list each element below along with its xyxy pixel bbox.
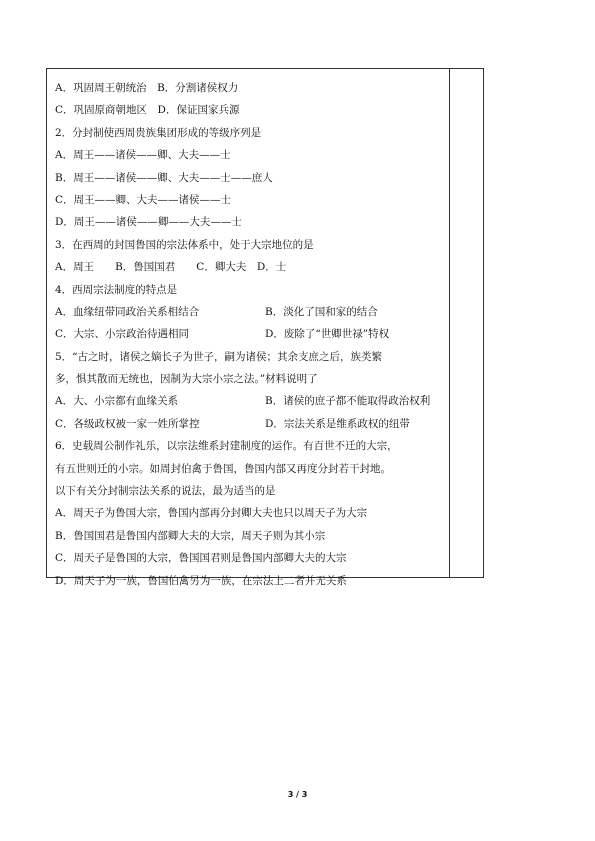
q5-options-row1 <box>55 390 443 412</box>
q6-option-a: A．周天子为鲁国大宗，鲁国内部再分封卿大夫也只以周天子为大宗 <box>55 507 368 520</box>
q2-stem: 2．分封制使西周贵族集团形成的等级序列是 <box>55 126 262 139</box>
q1-options-row1: A．巩固周王朝统治 B．分割诸侯权力 <box>55 82 239 94</box>
q5-option-a: A．大、小宗都有血缘关系 <box>55 395 179 408</box>
q2-option-d: D．周王——诸侯——卿——大夫——士 <box>55 216 242 229</box>
question-table <box>46 68 484 587</box>
q6-stem-line3: 以下有关分封制宗法关系的说法，最为适当的是 <box>55 485 276 498</box>
q6-option-c: C．周天子是鲁国的大宗，鲁国国君则是鲁国内部卿大夫的大宗 <box>55 552 347 565</box>
q5-option-d: D．宗法关系是维系政权的纽带 <box>265 417 410 430</box>
q4-option-a: A．血缘纽带同政治关系相结合 <box>55 305 200 318</box>
q5-options-row2 <box>55 413 443 435</box>
q1-options-row2: C．巩固原商朝地区 D．保证国家兵源 <box>55 104 240 117</box>
q3-options: A．周王 B．鲁国国君 C．卿大夫 D．士 <box>55 261 287 274</box>
question-content <box>55 77 443 592</box>
q4-options-row1 <box>55 301 443 323</box>
q5-stem-line1: 5．“古之时，诸侯之嫡长子为世子，嗣为诸侯；其余支庶之后，族类繁 <box>55 350 383 363</box>
q6-option-b: B．鲁国国君是鲁国内部卿大夫的大宗，周天子则为其小宗 <box>55 529 326 542</box>
q5-option-c: C．各级政权被一家一姓所掌控 <box>55 417 200 430</box>
q5-stem-line2: 多，惧其散而无统也，因制为大宗小宗之法。”材料说明了 <box>55 373 318 386</box>
q3-stem: 3．在西周的封国鲁国的宗法体系中，处于大宗地位的是 <box>55 238 314 251</box>
q4-option-b: B．淡化了国和家的结合 <box>265 305 378 318</box>
q2-option-b: B．周王——诸侯——卿、大夫——士——庶人 <box>55 171 273 184</box>
page-number: 3 / 3 <box>287 790 308 799</box>
q4-options-row2 <box>55 323 443 345</box>
q6-stem-line1: 6．史载周公制作礼乐，以宗法维系封建制度的运作。有百世不迁的大宗， <box>55 440 398 453</box>
q6-option-d: D．周天子为一族，鲁国伯禽另为一族，在宗法上二者并无关系 <box>55 574 347 587</box>
q5-option-b: B．诸侯的庶子都不能取得政治权利 <box>265 395 431 408</box>
q4-stem: 4．西周宗法制度的特点是 <box>55 283 178 296</box>
q2-option-a: A．周王——诸侯——卿、大夫——士 <box>55 149 231 162</box>
table-column-divider <box>449 69 450 577</box>
q4-option-d: D．废除了“世卿世禄”特权 <box>265 328 390 341</box>
q4-option-c: C．大宗、小宗政治待遇相同 <box>55 328 190 341</box>
q6-stem-line2: 有五世则迁的小宗。如周封伯禽于鲁国，鲁国内部又再度分封若干封地。 <box>55 462 391 475</box>
q2-option-c: C．周王——卿、大夫——诸侯——士 <box>55 193 232 206</box>
